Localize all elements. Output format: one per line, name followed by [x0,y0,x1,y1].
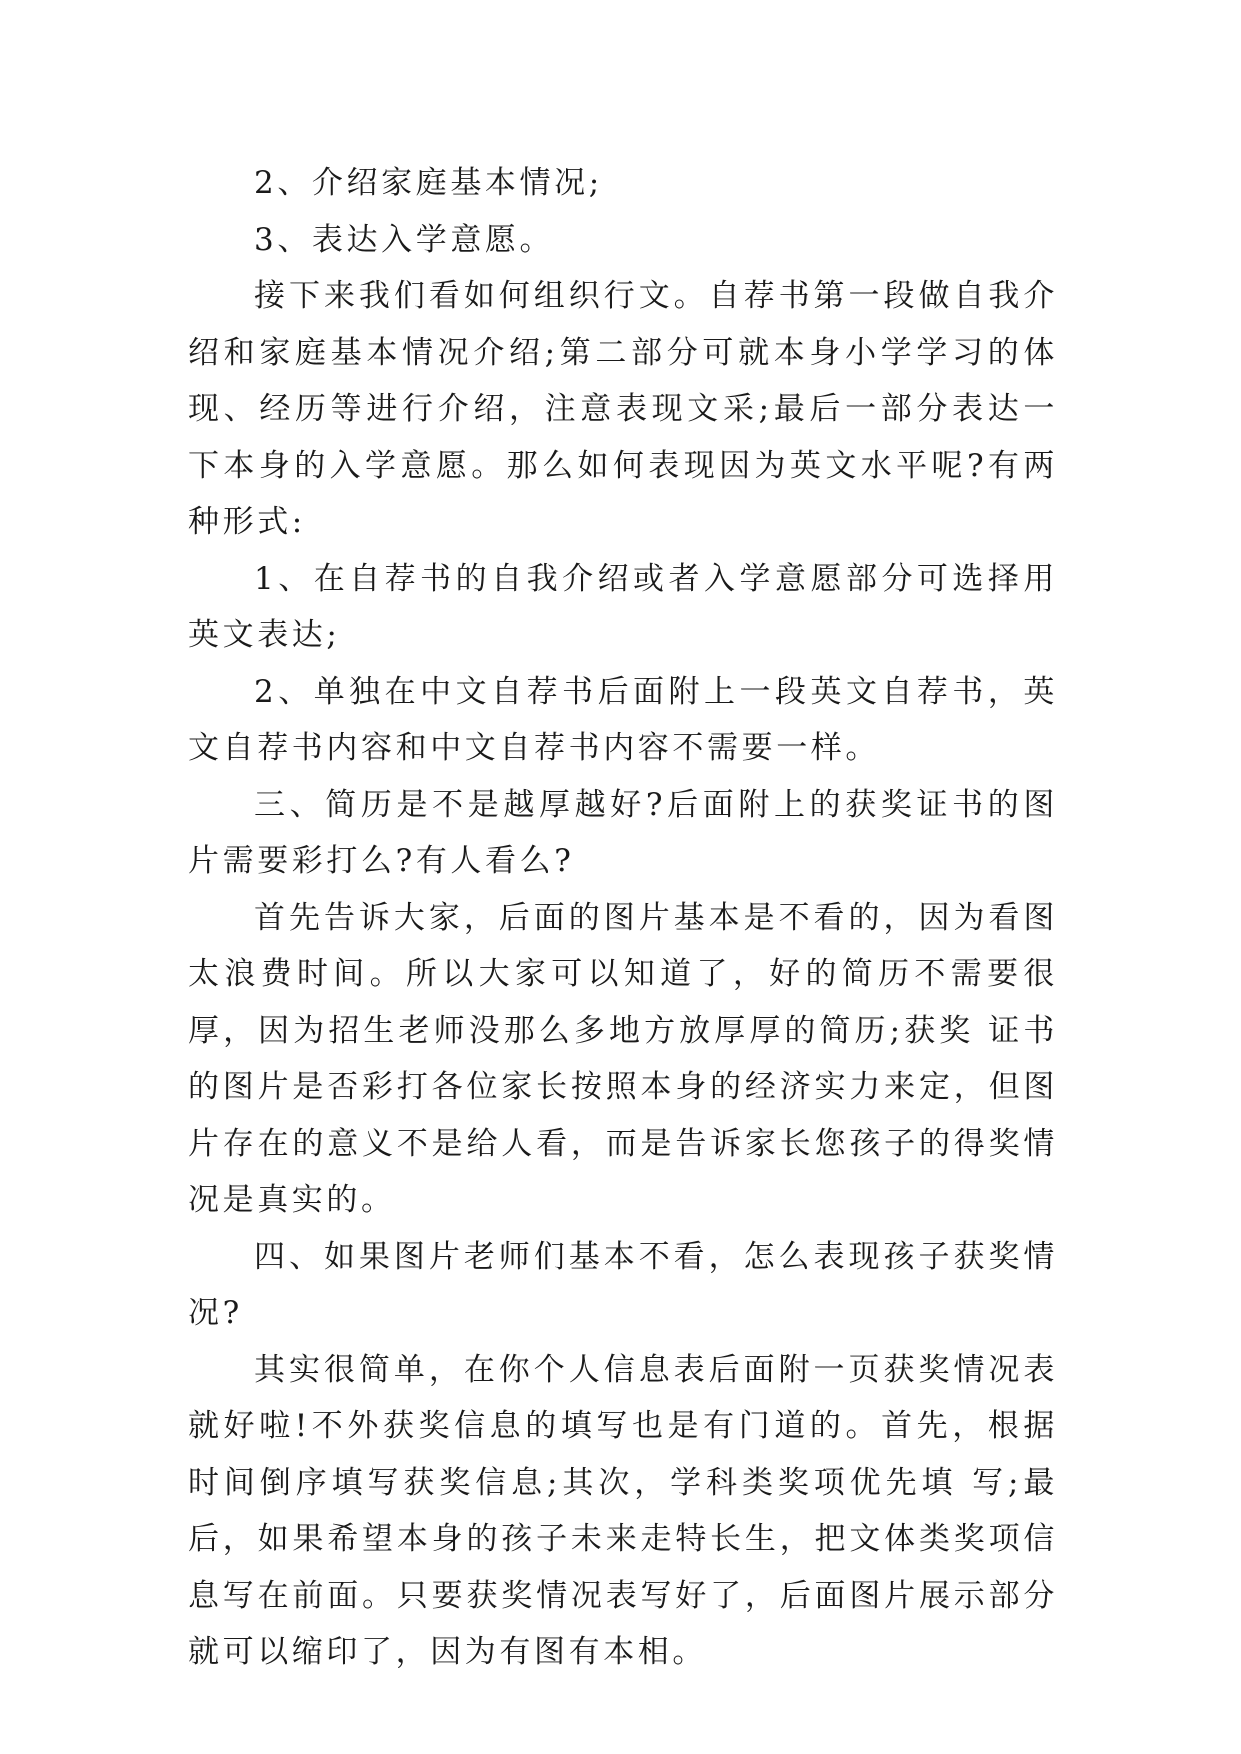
list-item-english-attachment: 2、单独在中文自荐书后面附上一段英文自荐书，英文自荐书内容和中文自荐书内容不需要一样。 [188,673,1058,766]
paragraph-organize-writing: 接下来我们看如何组织行文。自荐书第一段做自我介绍和家庭基本情况介绍;第二部分可就本身小学学习的体现、经历等进行介绍，注意表现文采;最后一部分表达一下本身的入学意愿。那么如何表现因为英文水平呢?有两种形式: [188,278,1058,540]
section-heading-four: 四、如果图片老师们基本不看，怎么表现孩子获奖情况? [188,1238,1058,1331]
paragraph-award-table: 其实很简单，在你个人信息表后面附一页获奖情况表就好啦!不外获奖信息的填写也是有门道的。首先，根据时间倒序填写获奖信息;其次，学科类奖项优先填 写;最后，如果希望本身的孩子未来走特长生，把文体类奖项信息写在前面。只要获奖情况表写好了，后面图片展示部分就可以缩印了，因为有图有本相。 [188,1351,1058,1670]
paragraph-pictures-not-viewed: 首先告诉大家，后面的图片基本是不看的，因为看图太浪费时间。所以大家可以知道了，好的简历不需要很厚，因为招生老师没那么多地方放厚厚的简历;获奖 证书的图片是否彩打各位家长按照本身的经济实力来定，但图片存在的意义不是给人看，而是告诉家长您孩子的得奖情况是真实的。 [188,899,1058,1218]
list-item-family-info: 2、介绍家庭基本情况; [254,165,603,201]
list-item-enrollment-wish: 3、表达入学意愿。 [254,221,555,258]
list-item-english-expression: 1、在自荐书的自我介绍或者入学意愿部分可选择用英文表达; [188,560,1058,653]
section-heading-three: 三、简历是不是越厚越好?后面附上的获奖证书的图片需要彩打么?有人看么? [188,786,1058,879]
document-body [188,155,1058,1681]
